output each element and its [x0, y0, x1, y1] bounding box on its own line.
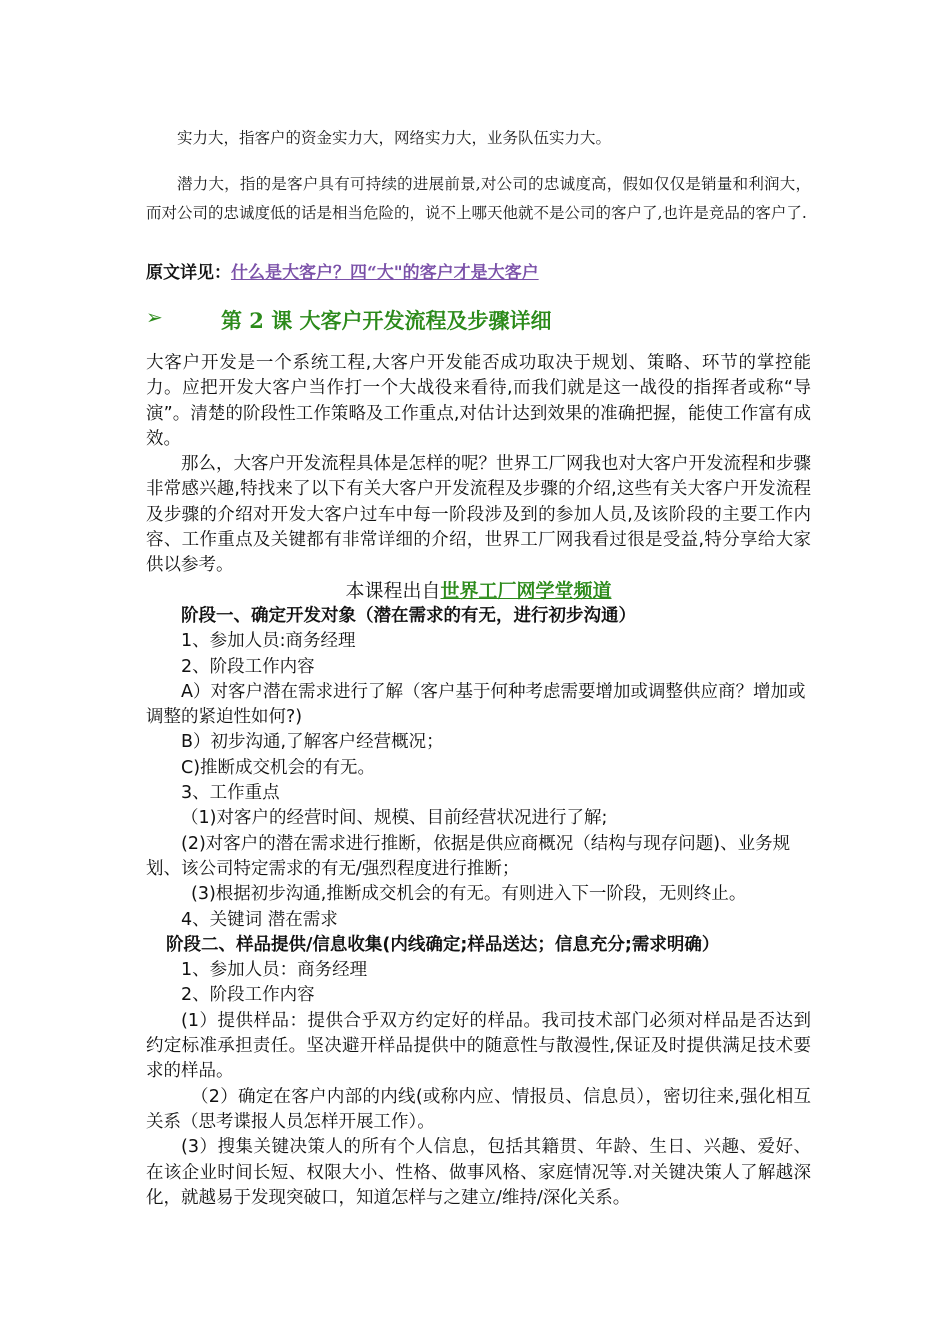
paragraph-overview: 大客户开发是一个系统工程,大客户开发能否成功取决于规划、策略、环节的掌控能力。应把开发大客户当作打一个大战役来看待,而我们就是这一战役的指挥者或称“导演”。清楚的阶段性工作策略及工作重点,对估计达到效果的准确把握，能使工作富有成效。 [146, 353, 811, 449]
stage1-title: 阶段一、确定开发对象（潜在需求的有无，进行初步沟通） [181, 605, 636, 626]
stage1-item: 3、工作重点 [181, 783, 280, 804]
stage1-item: 1、参加人员:商务经理 [181, 631, 356, 652]
course-source-link[interactable]: 世界工厂网学堂频道 [440, 579, 612, 602]
stage1-item: (2)对客户的潜在需求进行推断，依据是供应商概况（结构与现存问题)、业务规划、该公司特定需求的有无/强烈程度进行推断； [146, 833, 791, 879]
stage2-title: 阶段二、样品提供/信息收集(内线确定;样品送达；信息充分;需求明确） [166, 934, 720, 955]
stage1-item: （1)对客户的经营时间、规模、目前经营状况进行了解; [181, 808, 608, 829]
stage2-item: (1）提供样品：提供合乎双方约定好的样品。我司技术部门必须对样品是否达到约定标准承担责任。坚决避开样品提供中的随意性与散漫性,保证及时提供满足技术要求的样品。 [146, 1010, 811, 1082]
main-content [146, 351, 811, 1211]
stage1-item: 2、阶段工作内容 [181, 656, 315, 677]
stage1-item: C)推断成交机会的有无。 [181, 757, 376, 778]
arrow-bullet-icon: ➢ [146, 305, 163, 329]
course-source-label: 本课程出自 [345, 579, 441, 602]
stage1-item: (3)根据初步沟通,推断成交机会的有无。有则进入下一阶段，无则终止。 [191, 884, 747, 905]
paragraph-strength: 实力大，指客户的资金实力大，网络实力大，业务队伍实力大。 [177, 129, 612, 147]
stage1-item: A）对客户潜在需求进行了解（客户基于何种考虑需要增加或调整供应商？增加或调整的紧迫性如何?) [146, 681, 806, 728]
stage2-item: 1、参加人员：商务经理 [181, 960, 368, 981]
source-label: 原文详见： [146, 263, 231, 283]
lesson-heading [146, 305, 811, 339]
paragraph-intro: 那么，大客户开发流程具体是怎样的呢？世界工厂网我也对大客户开发流程和步骤非常感兴趣,特找来了以下有关大客户开发流程及步骤的介绍,这些有关大客户开发流程及步骤的介绍对开发大客户过车中每一阶段涉及到的参加人员,及该阶段的主要工作内容、工作重点及关键都有非常详细的介绍，世界工厂网我看过很是受益,特分享给大家供以参考。 [146, 454, 811, 576]
stage2-item: 2、阶段工作内容 [181, 985, 315, 1006]
stage2-item: （2）确定在客户内部的内线(或称内应、情报员、信息员），密切往来,强化相互关系（思考谍报人员怎样开展工作）。 [146, 1086, 811, 1132]
lesson-title: 第 2 课 大客户开发流程及步骤详细 [221, 308, 552, 333]
source-link[interactable]: 什么是大客户？四“大"的客户才是大客户 [231, 263, 539, 283]
paragraph-potential: 潜力大，指的是客户具有可持续的进展前景,对公司的忠诚度高，假如仅仅是销量和利润大，而对公司的忠诚度低的话是相当危险的，说不上哪天他就不是公司的客户了,也许是竞品的客户了. [146, 175, 811, 222]
stage2-item: (3）搜集关键决策人的所有个人信息，包括其籍贯、年龄、生日、兴趣、爱好、在该企业时间长短、权限大小、性格、做事风格、家庭情况等.对关键决策人了解越深化，就越易于发现突破口，知道怎样与之建立/维持/深化关系。 [146, 1137, 811, 1208]
stage1-item: B）初步沟通,了解客户经营概况； [181, 732, 444, 753]
source-line [146, 258, 539, 283]
course-source-line [146, 579, 811, 604]
stage1-item: 4、关键词 潜在需求 [181, 909, 338, 930]
